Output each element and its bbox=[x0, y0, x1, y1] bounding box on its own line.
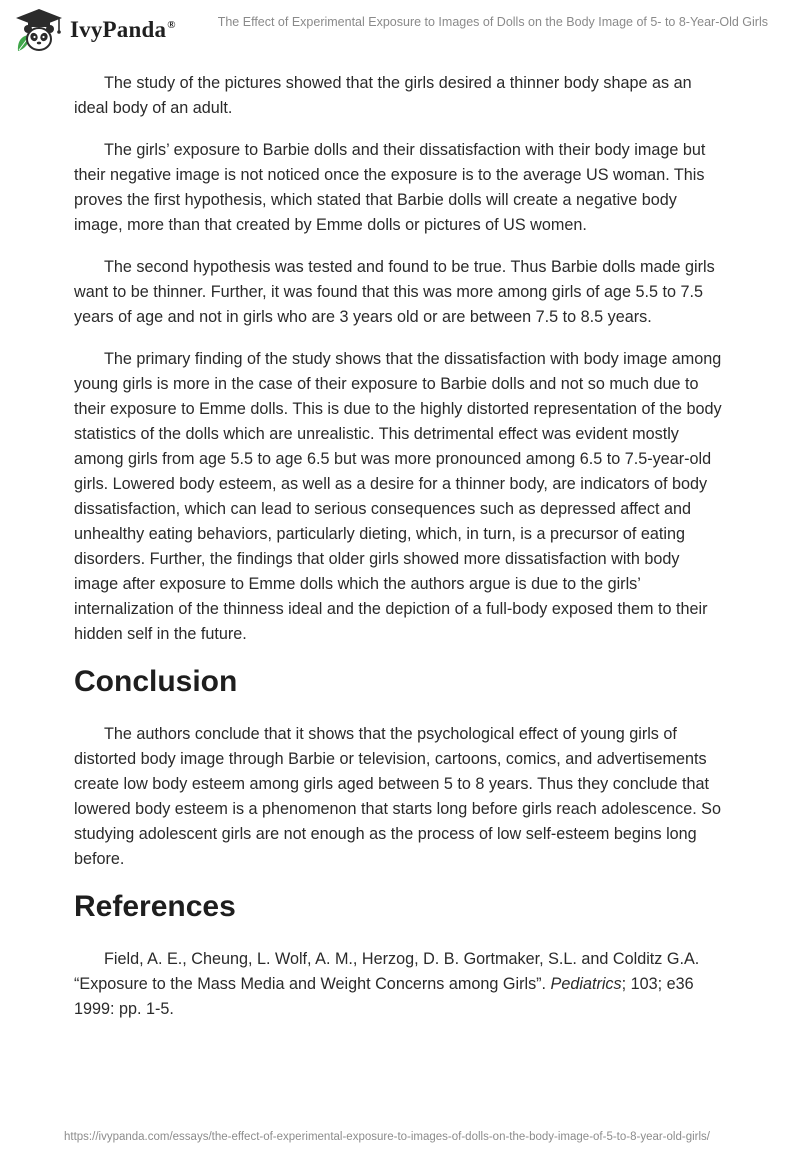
registered-mark: ® bbox=[167, 19, 176, 32]
references-heading: References bbox=[74, 890, 236, 923]
reference-details: ; 103; e36 1999: pp. 1-5. bbox=[74, 975, 694, 1018]
document-title: The Effect of Experimental Exposure to Images of Dolls on the Body Image of 5- to 8-Year-Old Girls bbox=[217, 15, 768, 29]
reference-journal: Pediatrics bbox=[550, 975, 622, 993]
conclusion-heading: Conclusion bbox=[74, 665, 238, 698]
body-paragraph: The second hypothesis was tested and found to be true. Thus Barbie dolls made girls want to be thinner. Further, it was found that this was more among girls of age 5.5 to 7.5 years of age and not in girls who are 3 years old or are between 7.5 to 8.5 years. bbox=[74, 258, 715, 326]
footer-url[interactable]: https://ivypanda.com/essays/the-effect-of-experimental-exposure-to-images-of-dolls-on-the-body-image-of-5-to-8-year-old-girls/ bbox=[64, 1131, 710, 1143]
reference-entry bbox=[74, 947, 728, 1022]
reference-text: Field, A. E., Cheung, L. Wolf, A. M., Herzog, D. B. Gortmaker, S.L. and Colditz G.A. “Exposure to the Mass Media and Weight Concerns among Girls”. bbox=[74, 950, 700, 993]
conclusion-paragraph: The authors conclude that it shows that the psychological effect of young girls of distorted body image through Barbie or television, cartoons, comics, and advertisements create low body esteem among girls aged between 5 to 8 years. Thus they conclude that lowered body esteem is a phenomenon that starts long before girls reach adolescence. So studying adolescent girls are not enough as the process of low self-esteem begins long before. bbox=[74, 725, 721, 868]
body-paragraph: The study of the pictures showed that the girls desired a thinner body shape as an ideal body of an adult. bbox=[74, 74, 692, 117]
body-paragraph: The primary finding of the study shows that the dissatisfaction with body image among young girls is more in the case of their exposure to Barbie dolls and not so much due to their exposure to Emme dolls. This is due to the highly distorted representation of the body statistics of the dolls which are unrealistic. This detrimental effect was evident mostly among girls from age 5.5 to age 6.5 but was more pronounced among 6.5 to 7.5-year-old girls. Lowered body esteem, as well as a desire for a thinner body, are indicators of body dissatisfaction, which can lead to serious consequences such as depressed affect and unhealthy eating behaviors, particularly dieting, which, in turn, is a precursor of eating disorders. Further, the findings that older girls showed more dissatisfaction with body image after exposure to Emme dolls which the authors argue is due to the girls’ internalization of the thinness ideal and the depiction of a full-body exposed them to their hidden self in the future. bbox=[74, 350, 722, 643]
ivypanda-logo[interactable] bbox=[14, 7, 176, 53]
page-header bbox=[0, 0, 800, 62]
body-paragraph: The girls’ exposure to Barbie dolls and their dissatisfaction with their body image but their negative image is not noticed once the exposure is to the average US woman. This proves the first hypothesis, which stated that Barbie dolls will create a negative body image, more than that created by Emme dolls or pictures of US women. bbox=[74, 141, 706, 234]
logo-wordmark: IvyPanda® bbox=[70, 17, 176, 42]
essay-body bbox=[74, 71, 728, 1022]
panda-graduate-icon bbox=[14, 7, 64, 53]
